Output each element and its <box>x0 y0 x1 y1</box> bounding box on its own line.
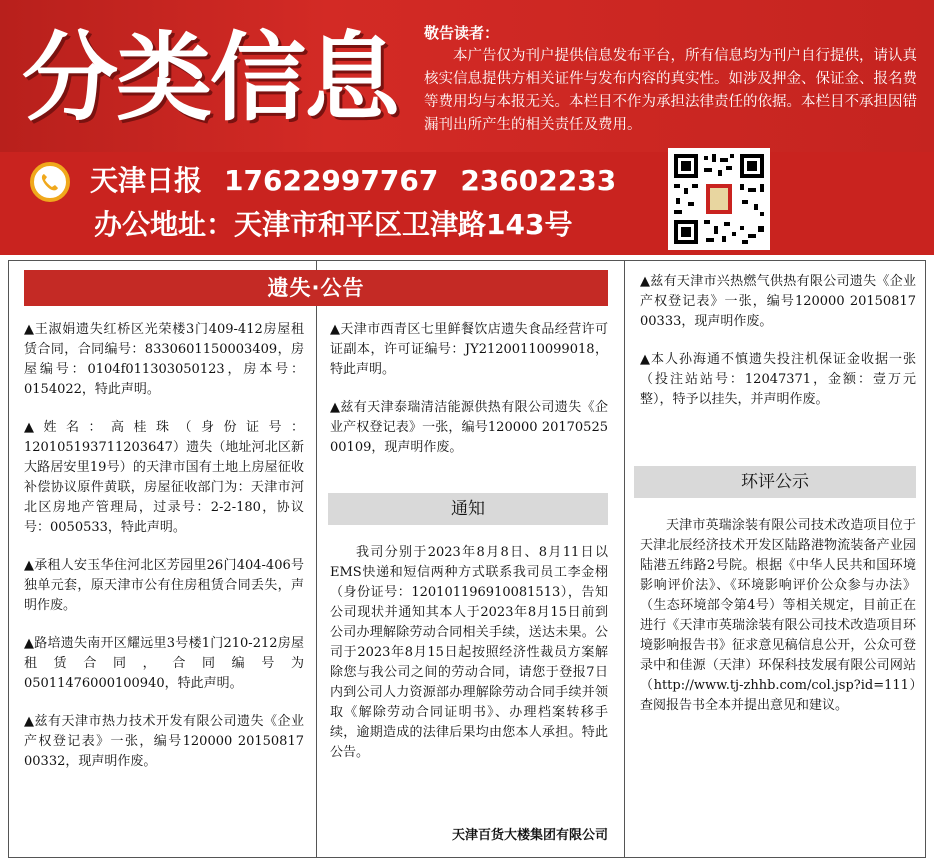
list-item: ▲路培遗失南开区耀远里3号楼1门210-212房屋租赁合同，合同编号为05011476000100940，特此声明。 <box>24 636 304 691</box>
page-title: 分类信息 <box>22 22 398 134</box>
contact-name: 天津日报 <box>90 164 203 197</box>
notice-heading: 敬告读者： <box>424 24 500 42</box>
list-item: ▲天津市西青区七里鲜餐饮店遗失食品经营许可证副本，许可证编号：JY21200110099018，特此声明。 <box>330 322 608 377</box>
list-item: ▲兹有天津市热力技术开发有限公司遗失《企业产权登记表》一张，编号120000 20150817 00332，现声明作废。 <box>24 714 304 769</box>
office-address: 办公地址：天津市和平区卫津路143号 <box>94 208 573 241</box>
phone-number-2[interactable]: 23602233 <box>460 164 617 197</box>
column-divider-1 <box>316 260 317 858</box>
phone-number-1[interactable]: 17622997767 <box>224 164 439 197</box>
notification-body: 我司分别于2023年8月8日、8月11日以EMS快递和短信两种方式联系我司员工李金栩（身份证号：120101196910081513），告知公司现状并通知其本人于2023年8月15日前到公司办理解除劳动合同相关手续，送达未果。公司于2023年8月15日起按照经济性裁员方案解除您与我公司之间的劳动合同，请您于登报7日内到公司人力资源部办理解除劳动合同手续并领取《解除劳动合同证明书》、办理档案转移手续，逾期造成的法律后果均由您本人承担。特此公告。 <box>330 545 608 760</box>
eia-body-container <box>640 516 916 716</box>
contact-line <box>90 160 638 202</box>
list-item: ▲兹有天津泰瑞清洁能源供热有限公司遗失《企业产权登记表》一张，编号120000 20170525 00109，现声明作废。 <box>330 400 608 455</box>
section-title-lost: 遗失·公告 <box>24 270 608 306</box>
notice-text: 本广告仅为刊户提供信息发布平台，所有信息均为刊户自行提供，请认真核实信息提供方相关证件与发布内容的真实性。如涉及押金、保证金、报名费等费用均与本报无关。本栏目不作为承担法律责任的依据。本栏目不承担因错漏刊出所产生的相关责任及费用。 <box>424 48 917 133</box>
list-item: ▲承租人安玉华住河北区芳园里26门404-406号独单元套，原天津市公有住房租赁合同丢失，声明作废。 <box>24 558 304 613</box>
section-title-notification: 通知 <box>328 493 608 525</box>
reader-notice <box>424 22 924 137</box>
list-item: ▲姓名：高桂珠（身份证号：120105193711203647）遗失（地址河北区新大路居安里19号）的天津市国有土地上房屋征收补偿协议原件黄联，房屋征收部门为：天津市河北区房地产管理局，过录号：2-2-180，协议号：0050533，特此声明。 <box>24 420 304 535</box>
eia-body: 天津市英瑞涂装有限公司技术改造项目位于天津北辰经济技术开发区陆路港物流装备产业园陆港五纬路2号院。根据《中华人民共和国环境影响评价法》、《环境影响评价公众参与办法》（生态环境部令第4号）等相关规定，目前正在进行《天津市英瑞涂装有限公司技术改造项目环境影响报告书》征求意见稿信息公开，公众可登录中和佳源（天津）环保科技发展有限公司网站（http://www.tj-zhhb.com/col.jsp?id=111）查阅报告书全本并提出意见和建议。 <box>640 518 916 713</box>
column-1 <box>24 320 304 790</box>
column-divider-2 <box>624 260 625 858</box>
list-item: ▲本人孙海通不慎遗失投注机保证金收据一张（投注站站号：12047371，金额：壹万元整），特予以挂失，并声明作废。 <box>640 352 916 407</box>
list-item: ▲兹有天津市兴热燃气供热有限公司遗失《企业产权登记表》一张，编号120000 20150817 00333，现声明作废。 <box>640 274 916 329</box>
phone-icon <box>30 162 70 202</box>
list-item: ▲王淑娟遗失红桥区光荣楼3门409-412房屋租赁合同，合同编号：8330601150003409，房屋编号：0104f011303050123，房本号：0154022，特此声明。 <box>24 322 304 397</box>
notification-signature: 天津百货大楼集团有限公司 <box>451 828 608 843</box>
section-title-eia: 环评公示 <box>634 466 916 498</box>
qr-code[interactable] <box>668 148 770 250</box>
column-3 <box>640 272 916 428</box>
column-2 <box>330 320 608 476</box>
notification-body-container <box>330 543 608 763</box>
